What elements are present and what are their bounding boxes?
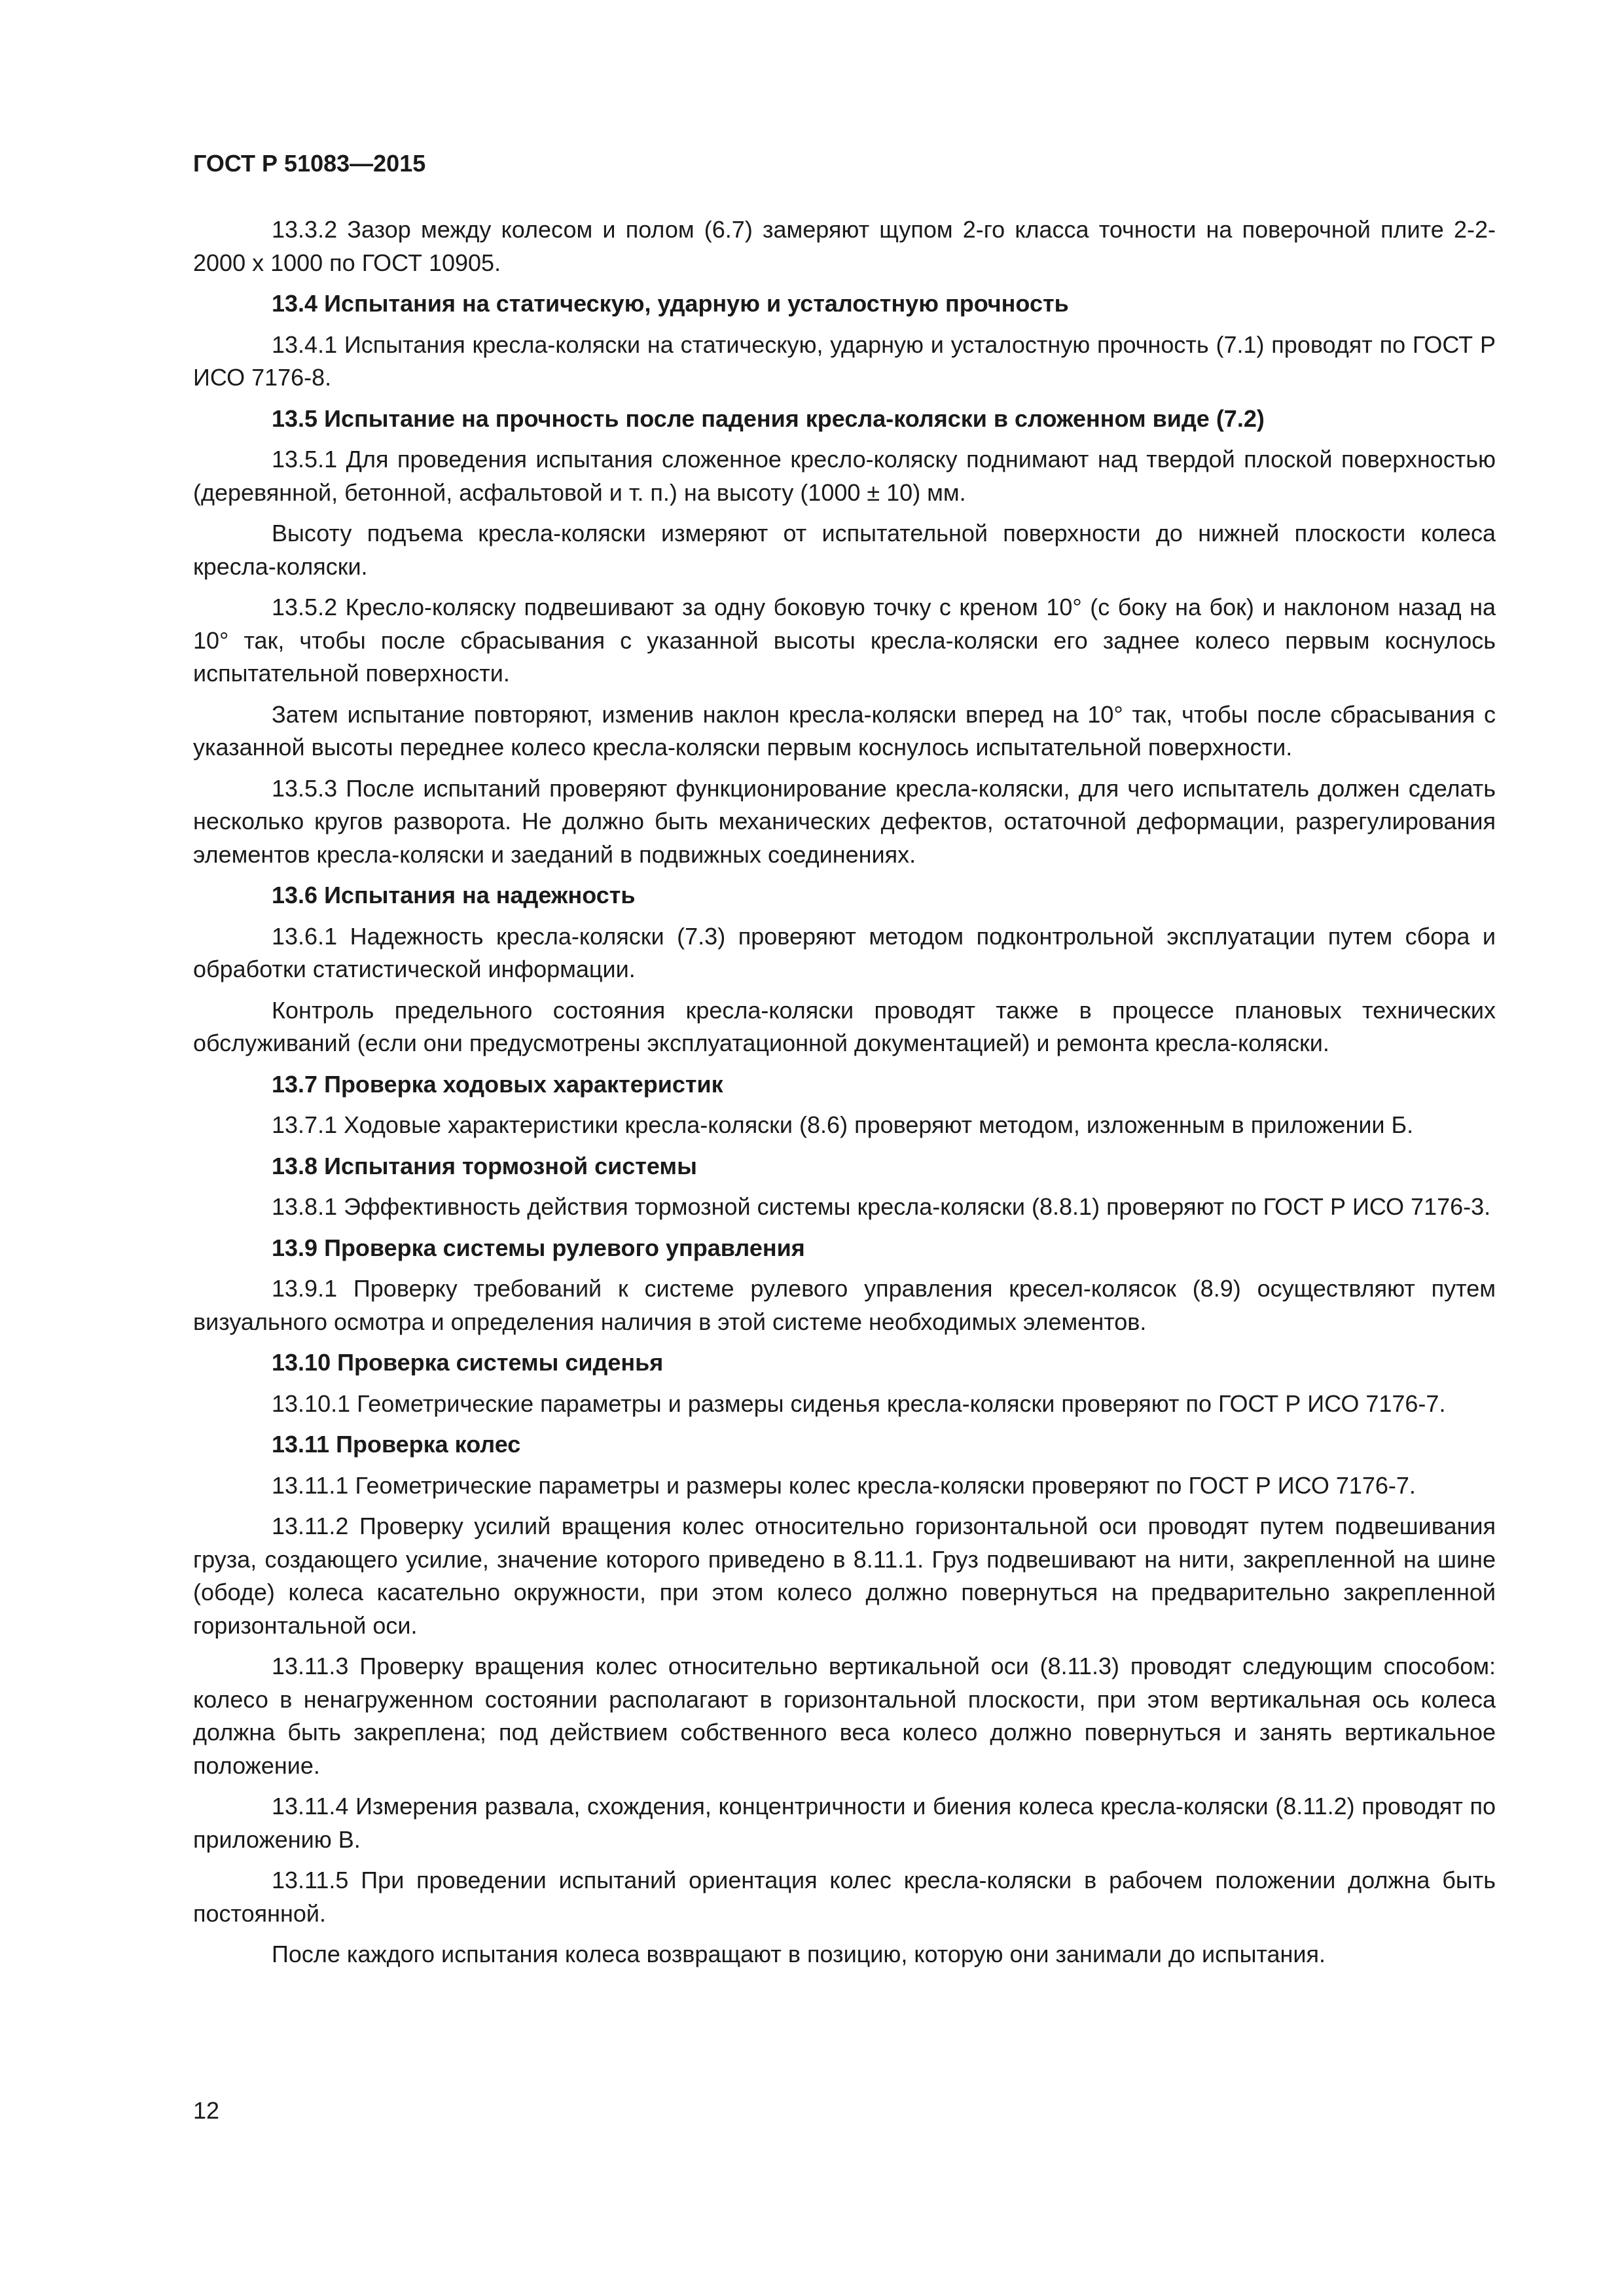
section-heading: 13.7 Проверка ходовых характеристик [272,1070,723,1098]
paragraph: После каждого испытания колеса возвращают в позицию, которую они занимали до испытания. [272,1941,1326,1967]
paragraph: 13.7.1 Ходовые характеристики кресла-коляски (8.6) проверяют методом, изложенным в приложении Б. [272,1111,1414,1138]
section-heading: 13.9 Проверка системы рулевого управления [272,1234,805,1261]
document-header: ГОСТ Р 51083—2015 [193,150,426,177]
section-heading: 13.8 Испытания тормозной системы [272,1152,697,1179]
paragraph: 13.6.1 Надежность кресла-коляски (7.3) проверяют методом подконтрольной эксплуатации путем сбора и обработки статистической информации. [193,922,1496,982]
paragraph: 13.11.1 Геометрические параметры и размеры колес кресла-коляски проверяют по ГОСТ Р ИСО 7176-7. [272,1471,1416,1499]
paragraph: 13.5.2 Кресло-коляску подвешивают за одну боковую точку с креном 10° (с боку на бок) и наклоном назад на 10° так, чтобы после сбрасывания с указанной высоты кресла-коляски его заднее колесо первым коснулось испытательной поверхности. [193,594,1496,687]
paragraph: 13.11.4 Измерения развала, схождения, концентричности и биения колеса кресла-коляски (8.11.2) проводят по приложению В. [193,1793,1496,1853]
section-heading: 13.5 Испытание на прочность после падения кресла-коляски в сложенном виде (7.2) [272,404,1265,432]
paragraph: 13.10.1 Геометрические параметры и размеры сиденья кресла-коляски проверяют по ГОСТ Р ИСО 7176-7. [272,1390,1446,1417]
section-heading: 13.4 Испытания на статическую, ударную и усталостную прочность [272,290,1069,317]
paragraph: 13.5.1 Для проведения испытания сложенное кресло-коляску поднимают над твердой плоской поверхностью (деревянной, бетонной, асфальтовой и т. п.) на высоту (1000 ± 10) мм. [193,446,1496,506]
paragraph: 13.3.2 Зазор между колесом и полом (6.7) замеряют щупом 2-го класса точности на поверочной плите 2-2-2000 х 1000 по ГОСТ 10905. [193,216,1496,276]
paragraph: Контроль предельного состояния кресла-коляски проводят также в процессе плановых технических обслуживаний (если они предусмотрены эксплуатационной документацией) и ремонта кресла-коляски. [193,996,1496,1056]
paragraph: 13.11.2 Проверку усилий вращения колес относительно горизонтальной оси проводят путем подвешивания груза, создающего усилие, значение которого приведено в 8.11.1. Груз подвешивают на нити, закрепленной на шине (ободе) колеса касательно окружности, при этом колесо должно повернуться на предварительно закрепленной горизонтальной оси. [193,1513,1496,1639]
paragraph: 13.4.1 Испытания кресла-коляски на статическую, ударную и усталостную прочность (7.1) проводят по ГОСТ Р ИСО 7176-8. [193,331,1496,391]
paragraph: 13.5.3 После испытаний проверяют функционирование кресла-коляски, для чего испытатель должен сделать несколько кругов разворота. Не должно быть механических дефектов, остаточной деформации, разрегулирования элементов кресла-коляски и заеданий в подвижных соединениях. [193,774,1496,868]
document-body [193,213,1496,1979]
paragraph: 13.9.1 Проверку требований к системе рулевого управления кресел-колясок (8.9) осуществляют путем визуального осмотра и определения наличия в этой системе необходимых элементов. [193,1275,1496,1335]
paragraph: 13.8.1 Эффективность действия тормозной системы кресла-коляски (8.8.1) проверяют по ГОСТ Р ИСО 7176-3. [272,1193,1491,1220]
section-heading: 13.6 Испытания на надежность [272,882,636,908]
paragraph: Затем испытание повторяют, изменив наклон кресла-коляски вперед на 10° так, чтобы после сбрасывания с указанной высоты переднее колесо кресла-коляски первым коснулось испытательной поверхности. [193,700,1496,761]
section-heading: 13.11 Проверка колес [272,1431,521,1458]
paragraph: 13.11.3 Проверку вращения колес относительно вертикальной оси (8.11.3) проводят следующим способом: колесо в ненагруженном состоянии располагают в горизонтальной плоскости, при этом вертикальная ось колеса должна быть закреплена; под действием собственного веса колесо должно повернуться и занять вертикальное положение. [193,1653,1496,1779]
section-heading: 13.10 Проверка системы сиденья [272,1349,664,1376]
paragraph: 13.11.5 При проведении испытаний ориентация колес кресла-коляски в рабочем положении должна быть постоянной. [193,1867,1496,1927]
paragraph: Высоту подъема кресла-коляски измеряют от испытательной поверхности до нижней плоскости колеса кресла-коляски. [193,520,1496,580]
page-number: 12 [193,2097,220,2124]
